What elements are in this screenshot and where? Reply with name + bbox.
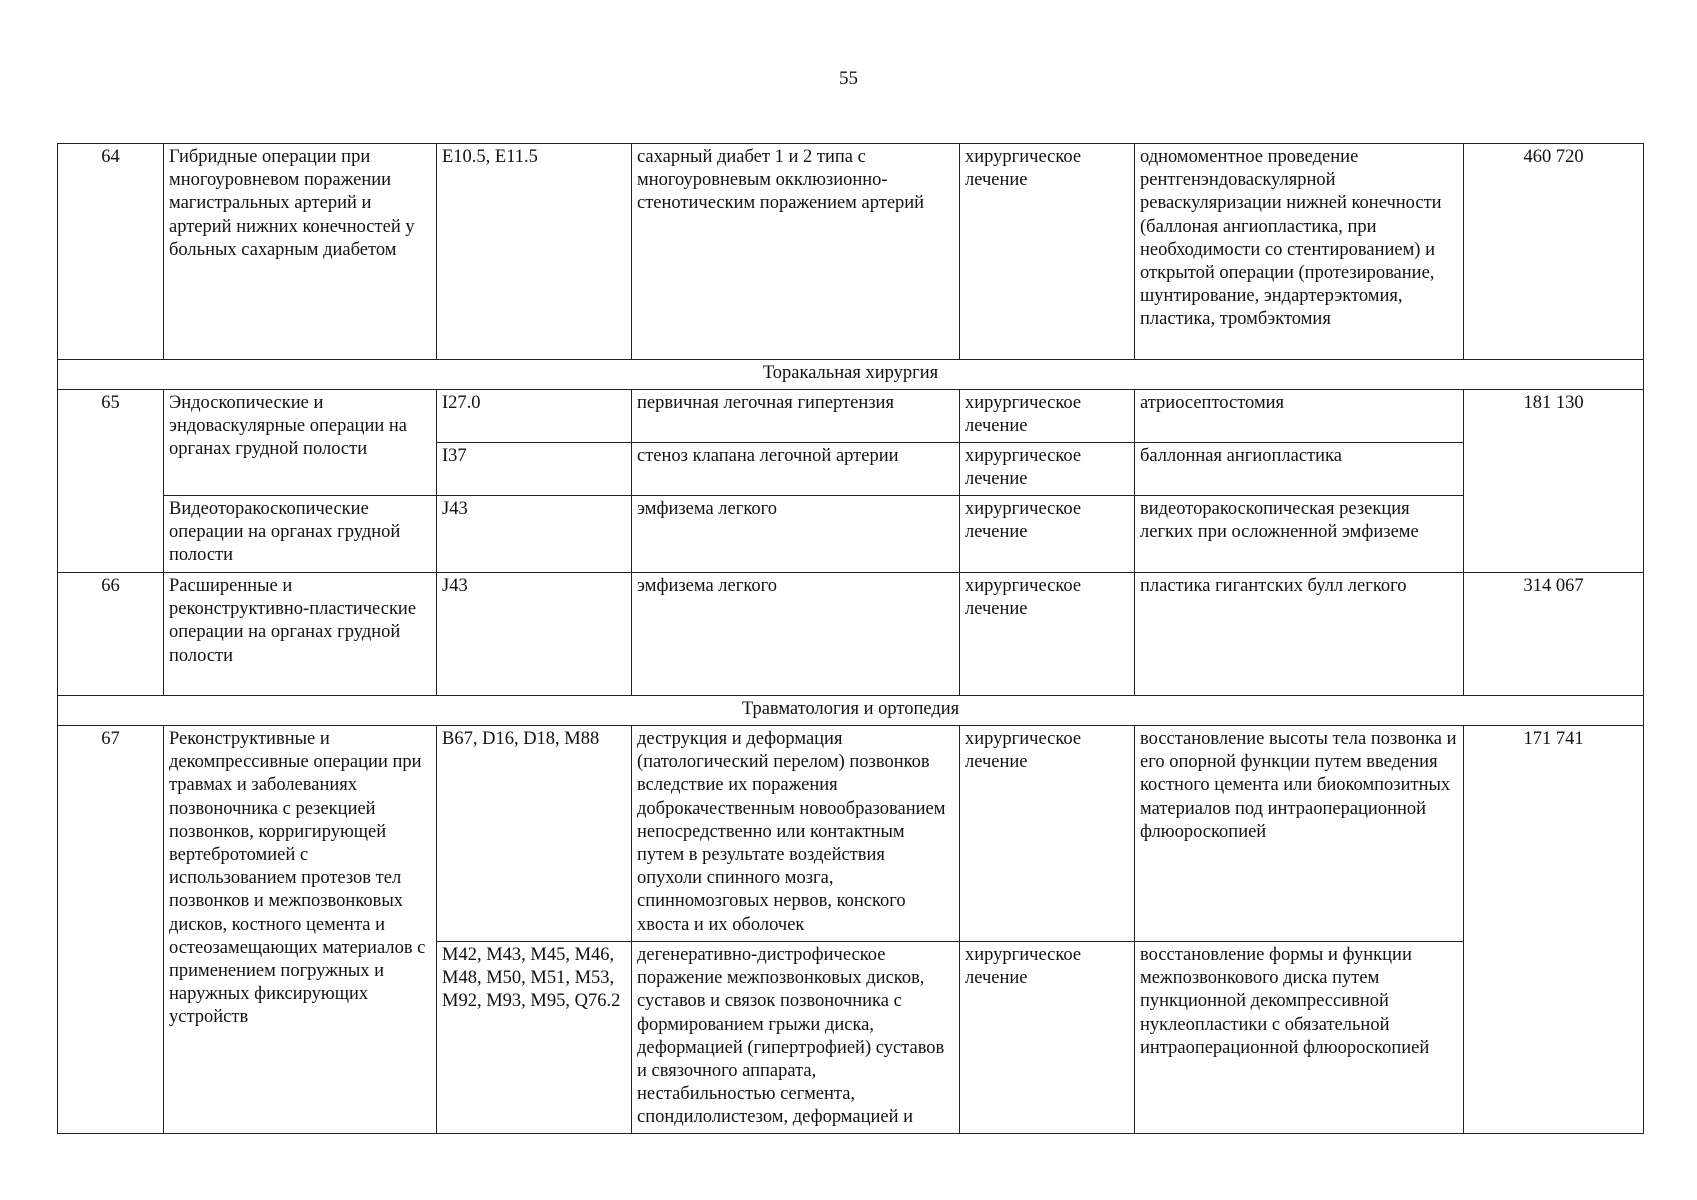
cost-value: 314 067: [1464, 573, 1644, 696]
patient-model: деструкция и деформация (патологический перелом) позвонков вследствие их поражения доброкачественным новообразованием непосредственно или контактным путем в результате воздействия опухоли спинного мозга, спинномозговых нервов, конского хвоста и их оболочек: [632, 726, 960, 942]
table-row-65a: [58, 390, 1644, 443]
treatment-type: хирургическое лечение: [960, 144, 1135, 360]
treatment-method: баллонная ангиопластика: [1135, 443, 1464, 496]
patient-model: дегенеративно-дистрофическое поражение межпозвонковых дисков, суставов и связок позвоночника с формированием грыжи диска, деформацией (гипертрофией) суставов и связочного аппарата, нестабильностью сегмента, спондилолистезом, деформацией и: [632, 942, 960, 1134]
icd-codes: B67, D16, D18, M88: [437, 726, 632, 942]
operation-name: Расширенные и реконструктивно-пластические операции на органах грудной полости: [164, 573, 437, 696]
icd-codes: M42, M43, M45, M46, M48, M50, M51, M53, M92, M93, M95, Q76.2: [437, 942, 632, 1134]
treatment-method: видеоторакоскопическая резекция легких при осложненной эмфиземе: [1135, 496, 1464, 573]
section-row-thoracic: [58, 360, 1644, 390]
patient-model: эмфизема легкого: [632, 496, 960, 573]
icd-codes: I37: [437, 443, 632, 496]
treatment-method: пластика гигантских булл легкого: [1135, 573, 1464, 696]
row-number: 64: [58, 144, 164, 360]
operation-name: Эндоскопические и эндоваскулярные операции на органах грудной полости: [164, 390, 437, 496]
treatment-type: хирургическое лечение: [960, 942, 1135, 1134]
section-heading: Торакальная хирургия: [58, 360, 1644, 390]
row-number: 66: [58, 573, 164, 696]
icd-codes: J43: [437, 573, 632, 696]
section-row-trauma: [58, 696, 1644, 726]
procedures-table: [57, 143, 1644, 1134]
page-number: 55: [839, 68, 858, 89]
icd-codes: I27.0: [437, 390, 632, 443]
section-heading: Травматология и ортопедия: [58, 696, 1644, 726]
row-number: 67: [58, 726, 164, 1134]
treatment-method: восстановление формы и функции межпозвонкового диска путем пункционной декомпрессивной нуклеопластики с обязательной интраоперационной флюороскопией: [1135, 942, 1464, 1134]
row-number: 65: [58, 390, 164, 573]
patient-model: стеноз клапана легочной артерии: [632, 443, 960, 496]
treatment-type: хирургическое лечение: [960, 726, 1135, 942]
patient-model: сахарный диабет 1 и 2 типа с многоуровневым окклюзионно-стенотическим поражением артерий: [632, 144, 960, 360]
patient-model: эмфизема легкого: [632, 573, 960, 696]
treatment-method: восстановление высоты тела позвонка и его опорной функции путем введения костного цемента или биокомпозитных материалов под интраоперационной флюороскопией: [1135, 726, 1464, 942]
patient-model: первичная легочная гипертензия: [632, 390, 960, 443]
table-row-67a: [58, 726, 1644, 942]
treatment-type: хирургическое лечение: [960, 443, 1135, 496]
operation-name: Реконструктивные и декомпрессивные операции при травмах и заболеваниях позвоночника с резекцией позвонков, корригирующей вертебротомией с использованием протезов тел позвонков и межпозвонковых дисков, костного цемента и остеозамещающих материалов с применением погружных и наружных фиксирующих устройств: [164, 726, 437, 1134]
cost-value: 460 720: [1464, 144, 1644, 360]
table-row-64: [58, 144, 1644, 360]
treatment-method: одномоментное проведение рентгенэндоваскулярной реваскуляризации нижней конечности (баллоная ангиопластика, при необходимости со стентированием) и открытой операции (протезирование, шунтирование, эндартерэктомия, пластика, тромбэктомия: [1135, 144, 1464, 360]
treatment-type: хирургическое лечение: [960, 390, 1135, 443]
treatment-type: хирургическое лечение: [960, 573, 1135, 696]
treatment-method: атриосептостомия: [1135, 390, 1464, 443]
operation-name: Видеоторакоскопические операции на органах грудной полости: [164, 496, 437, 573]
cost-value: 181 130: [1464, 390, 1644, 573]
table-row-66: [58, 573, 1644, 696]
icd-codes: E10.5, E11.5: [437, 144, 632, 360]
icd-codes: J43: [437, 496, 632, 573]
table-row-65c: [58, 496, 1644, 573]
operation-name: Гибридные операции при многоуровневом поражении магистральных артерий и артерий нижних конечностей у больных сахарным диабетом: [164, 144, 437, 360]
treatment-type: хирургическое лечение: [960, 496, 1135, 573]
cost-value: 171 741: [1464, 726, 1644, 1134]
